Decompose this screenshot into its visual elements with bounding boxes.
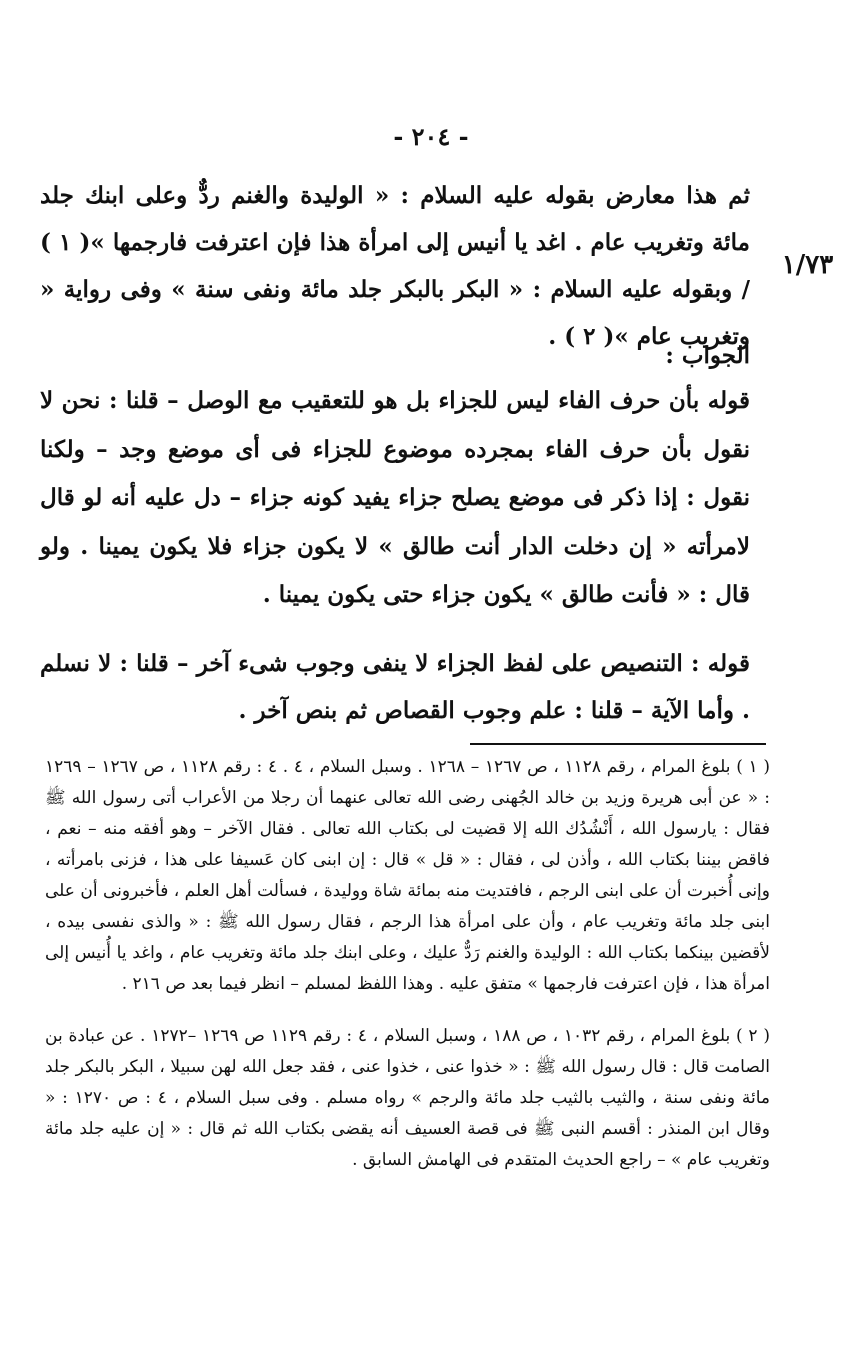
footnote-divider xyxy=(470,743,766,745)
page-number: - ٢٠٤ - xyxy=(393,122,469,151)
heading-text: الجواب : xyxy=(665,342,750,369)
paragraph-text: قوله : التنصيص على لفظ الجزاء لا ينفى وجوب شىء آخر – قلنا : لا نسلم . وأما الآية – قلنا : علم وجوب القصاص ثم بنص آخر . xyxy=(40,650,750,724)
footnote-2 xyxy=(45,1021,770,1176)
footnote-text: ( ١ ) بلوغ المرام ، رقم ١١٢٨ ، ص ١٢٦٧ – ١٢٦٨ . وسبل السلام ، ٤ . ٤ : رقم ١١٢٨ ، ص ١٢٦٧ – ١٢٦٩ : « عن أبى هريرة وزيد بن خالد الجُهنى رضى الله تعالى عنهما أن رجلا من الأعراب أتى رسول الله ﷺ فقال : يارسول الله ، أَنْشُدُك الله إلا قضيت لى بكتاب الله تعالى . فقال الآخر – وهو أفقه منه – نعم ، فاقض بيننا بكتاب الله ، وأذن لى ، فقال : « قل » قال : إن ابنى كان عَسيفا على هذا ، فزنى بامرأته ، وإنى أُخبرت أن على ابنى الرجم ، فافتديت منه بمائة شاة ووليدة ، فسألت أهل العلم ، فأخبرونى أن على ابنى جلد مائة وتغريب عام ، وأن على امرأة هذا الرجم ، فقال رسول الله ﷺ : « والذى نفسى بيده ، لأقضين بينكما بكتاب الله : الوليدة والغنم رَدٌّ عليك ، وعلى ابنك جلد مائة وتغريب عام ، واغد يا أُنيس إلى امرأة هذا ، فإن اعترفت فارجمها » متفق عليه . وهذا اللفظ لمسلم – انظر فيما بعد ص ٢١٦ . xyxy=(45,757,770,994)
main-paragraph-3 xyxy=(40,640,750,734)
main-paragraph-2 xyxy=(40,377,750,620)
answer-heading xyxy=(40,332,750,379)
paragraph-text: قوله بأن حرف الفاء ليس للجزاء بل هو للتعقيب مع الوصل – قلنا : نحن لا نقول بأن حرف الفاء بمجرده موضوع للجزاء فى أى موضع وجد – ولكنا نقول : إذا ذكر فى موضع يصلح جزاء يفيد كونه جزاء – دل عليه أنه لو قال لامرأته « إن دخلت الدار أنت طالق » لا يكون جزاء فلا يكون يمينا . ولو قال : « فأنت طالق » يكون جزاء حتى يكون يمينا . xyxy=(40,387,750,608)
margin-reference: ١/٧٣ xyxy=(781,250,834,280)
footnote-text: ( ٢ ) بلوغ المرام ، رقم ١٠٣٢ ، ص ١٨٨ ، وسبل السلام ، ٤ : رقم ١١٢٩ ص ١٢٦٩ –١٢٧٢ . عن عبادة بن الصامت قال : قال رسول الله ﷺ : « خذوا عنى ، خذوا عنى ، فقد جعل الله لهن سبيلا ، البكر بالبكر جلد مائة ونفى سنة ، والثيب بالثيب جلد مائة والرجم » رواه مسلم . وفى سبل السلام ، ٤ : ص ١٢٧٠ : « وقال ابن المنذر : أقسم النبى ﷺ فى قصة العسيف أنه يقضى بكتاب الله ثم قال : « إن عليه جلد مائة وتغريب عام » – راجع الحديث المتقدم فى الهامش السابق . xyxy=(45,1026,771,1170)
paragraph-text: ثم هذا معارض بقوله عليه السلام : « الوليدة والغنم ردٌّ وعلى ابنك جلد مائة وتغريب عام . اغد يا أنيس إلى امرأة هذا فإن اعترفت فارجمها »( ١ ) / وبقوله عليه السلام : « البكر بالبكر جلد مائة ونفى سنة » وفى رواية « وتغريب عام »( ٢ ) . xyxy=(40,182,751,350)
footnote-1 xyxy=(45,752,770,1000)
